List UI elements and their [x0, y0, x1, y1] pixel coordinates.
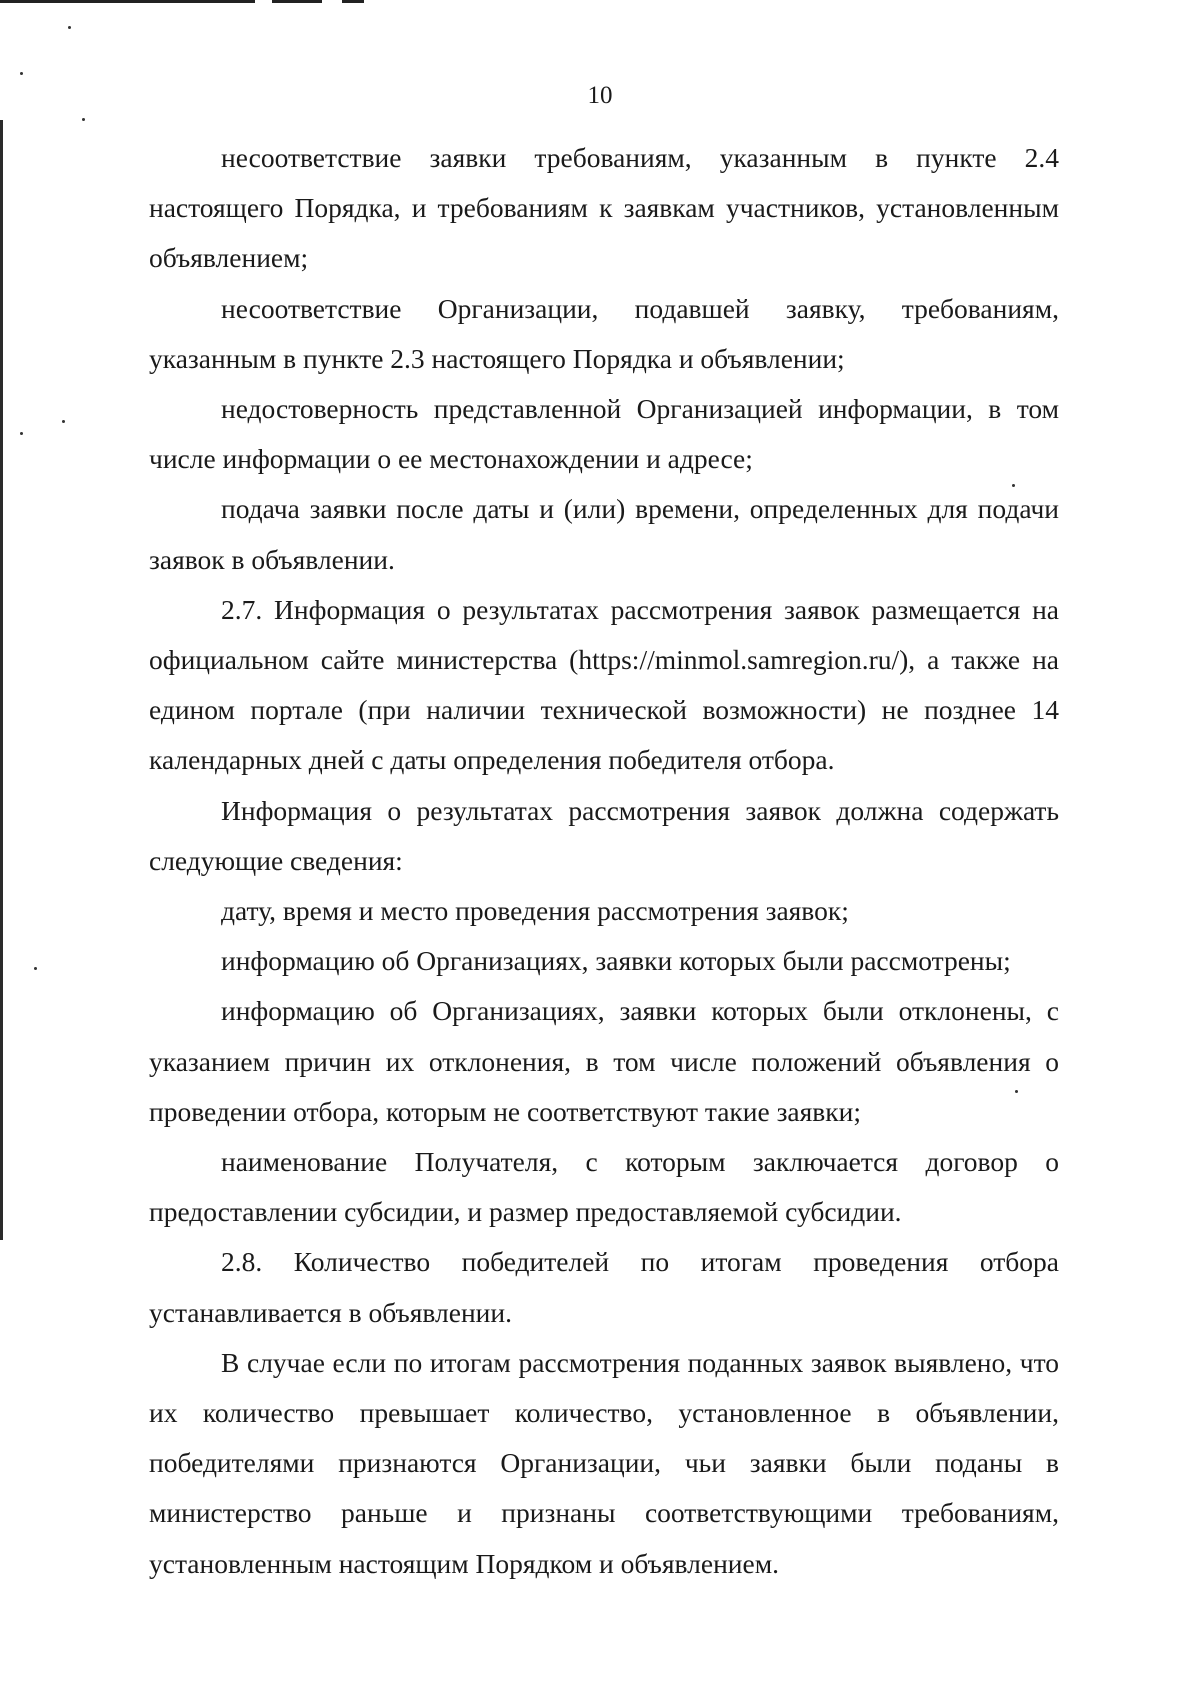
scan-speck	[82, 118, 85, 121]
scan-speck	[62, 420, 65, 423]
document-body	[149, 133, 1059, 1589]
scan-edge-mark	[272, 0, 322, 3]
paragraph: информацию об Организациях, заявки которых были отклонены, с указанием причин их отклонения, в том числе положений объявления о проведении отбора, которым не соответствуют такие заявки;	[149, 995, 1059, 1127]
page-number: 10	[587, 82, 613, 109]
paragraph: 2.7. Информация о результатах рассмотрения заявок размещается на официальном сайте министерства (https://minmol.samregion.ru/), а также на едином портале (при наличии технической возможности) не позднее 14 календарных дней с даты определения победителя отбора.	[149, 593, 1059, 776]
paragraph: 2.8. Количество победителей по итогам проведения отбора устанавливается в объявлении.	[149, 1246, 1059, 1328]
scan-edge-mark	[0, 0, 255, 3]
scan-speck	[34, 967, 37, 970]
paragraph: несоответствие Организации, подавшей заявку, требованиям, указанным в пункте 2.3 настоящего Порядка и объявлении;	[149, 292, 1059, 374]
scan-edge-mark	[342, 0, 364, 3]
paragraph: В случае если по итогам рассмотрения поданных заявок выявлено, что их количество превышает количество, установленное в объявлении, победителями признаются Организации, чьи заявки были поданы в министерство раньше и признаны соответствующими требованиям, установленным настоящим Порядком и объявлением.	[149, 1346, 1059, 1579]
paragraph: наименование Получателя, с которым заключается договор о предоставлении субсидии, и размер предоставляемой субсидии.	[149, 1146, 1059, 1228]
paragraph: несоответствие заявки требованиям, указанным в пункте 2.4 настоящего Порядка, и требованиям к заявкам участников, установленным объявлением;	[149, 142, 1059, 274]
paragraph: дату, время и место проведения рассмотрения заявок;	[221, 895, 849, 927]
scan-speck	[20, 432, 23, 435]
paragraph: недостоверность представленной Организацией информации, в том числе информации о ее местонахождении и адресе;	[149, 393, 1059, 475]
paragraph: подача заявки после даты и (или) времени, определенных для подачи заявок в объявлении.	[149, 493, 1059, 575]
scan-edge-shadow	[0, 120, 3, 1240]
paragraph: Информация о результатах рассмотрения заявок должна содержать следующие сведения:	[149, 794, 1059, 876]
scan-speck	[20, 72, 23, 75]
paragraph: информацию об Организациях, заявки которых были рассмотрены;	[221, 945, 1011, 977]
scan-speck	[68, 26, 71, 29]
